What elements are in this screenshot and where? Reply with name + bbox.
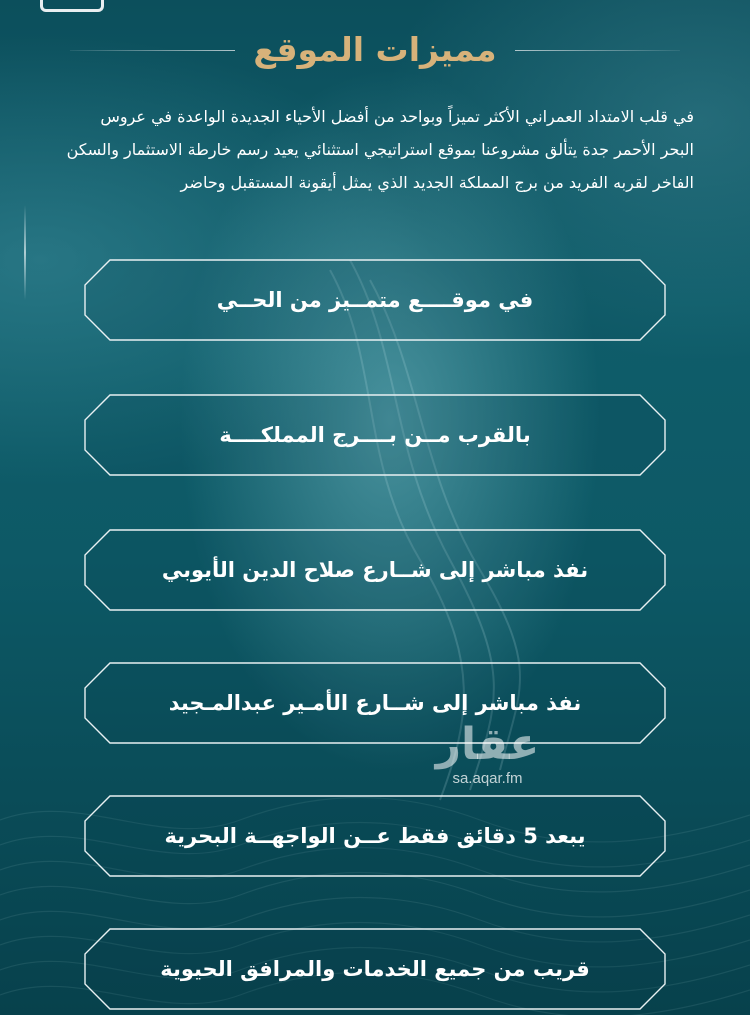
feature-label: في موقــــع متمــيز من الحــي <box>216 288 534 312</box>
feature-card <box>84 259 666 341</box>
feature-label: قريب من جميع الخدمات والمرافق الحيوية <box>160 957 590 981</box>
title-row <box>70 30 680 70</box>
watermark-word: عقار <box>435 719 540 770</box>
feature-label: نفذ مباشر إلى شــارع الأمـير عبدالمـجيد <box>168 691 582 715</box>
feature-label: بالقرب مــن بــــرج المملكــــة <box>219 423 531 447</box>
feature-card <box>84 529 666 611</box>
side-accent-line <box>24 205 26 300</box>
feature-card <box>84 662 666 744</box>
feature-card <box>84 928 666 1010</box>
watermark-url: sa.aqar.fm <box>452 770 523 787</box>
feature-label: نفذ مباشر إلى شــارع صلاح الدين الأيوبي <box>161 558 589 582</box>
feature-card <box>84 795 666 877</box>
page-title: مميزات الموقع <box>253 30 497 69</box>
feature-card <box>84 394 666 476</box>
title-divider-left <box>70 50 235 51</box>
aqar-watermark <box>425 720 550 788</box>
top-corner-mark <box>40 0 104 12</box>
title-divider-right <box>515 50 680 51</box>
feature-label: يبعد 5 دقائق فقط عــن الواجهــة البحرية <box>164 824 586 848</box>
intro-paragraph: في قلب الامتداد العمراني الأكثر تميزاً وبواحد من أفضل الأحياء الجديدة الواعدة في عروس البحر الأحمر جدة يتألق مشروعنا بموقع استراتيجي استثنائي يعيد رسم خارطة الاستثمار والسكن الفاخر لقربه الفريد من برج المملكة الجديد الذي يمثل أيقونة المستقبل وحاضر <box>66 107 694 192</box>
